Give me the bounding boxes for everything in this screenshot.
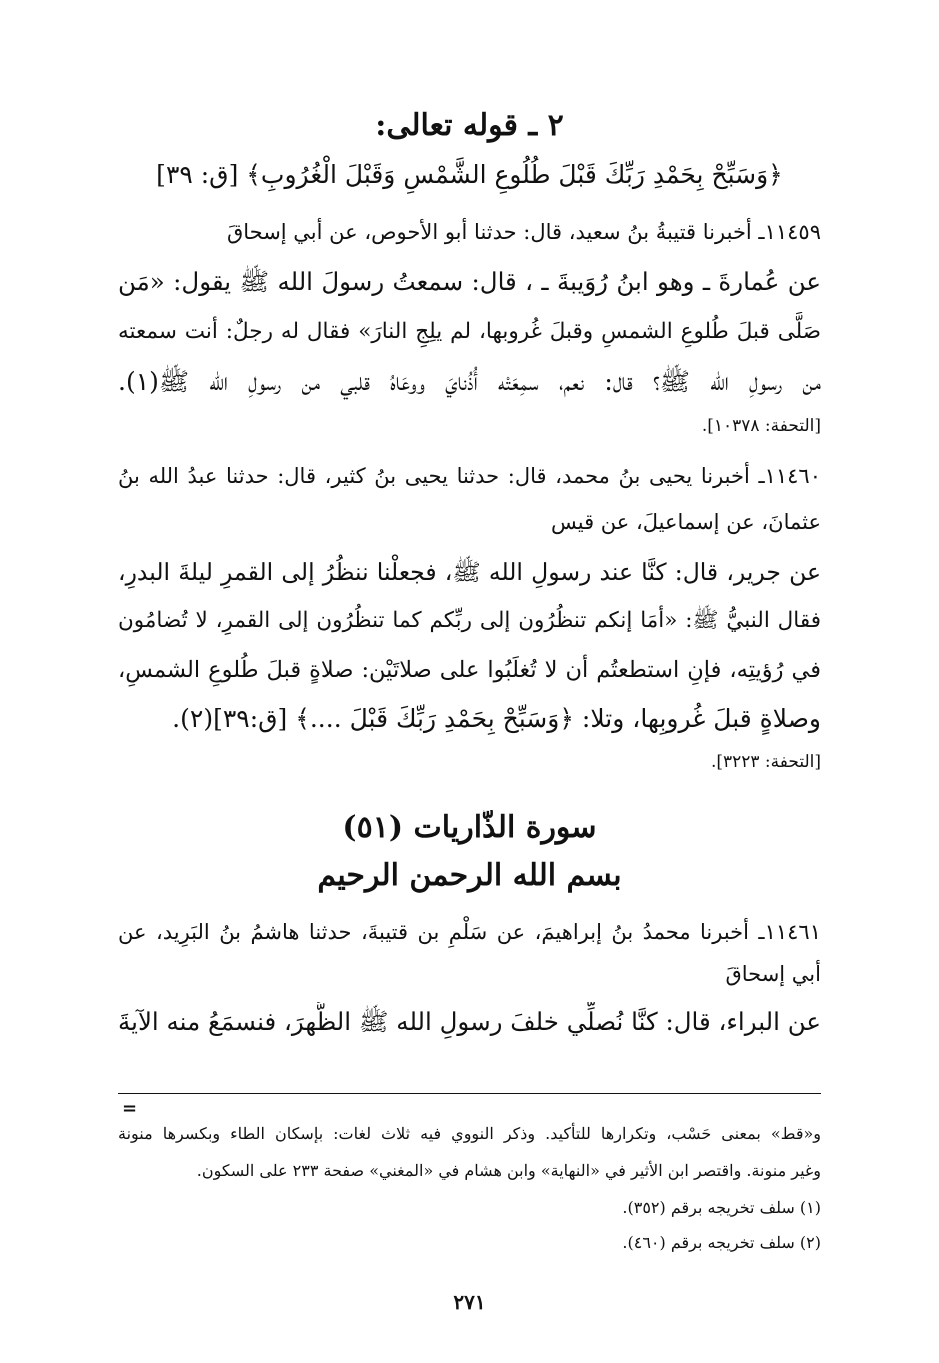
hadith-text-line: وصلاةٍ قبلَ غُروبِها، وتلا: ﴿وَسَبِّحْ بِحَمْدِ رَبِّكَ قَبْلَ ....﴾ [ق:٣٩](٢). [172,704,821,733]
footnote-line: و«قط» بمعنى حَسْب، وتكرارها للتأكيد. وذكر النووي فيه ثلاث لغات: بإسكان الطاء وبكسرها منونة [118,1124,821,1143]
quran-verse: ﴿وَسَبِّحْ بِحَمْدِ رَبِّكَ قَبْلَ طُلُوعِ الشَّمْسِ وَقَبْلَ الْغُرُوبِ﴾ [ق: ٣٩] [156,160,783,189]
hadith-text-line: عن البراء، قال: كنَّا نُصلِّي خلفَ رسولِ الله ﷺ الظُّهرَ، فنسمَعُ منه الآيةَ [118,1007,821,1036]
hadith-text-line: من رسولِ الله ﷺ؟ قال: نعم، سمِعَتْه أُذُنايَ ووعَاهُ قلبي من رسولِ الله ﷺ(١). [118,367,821,396]
surah-title: سورة الذَّاريات (٥١) [342,810,597,845]
hadith-isnad: ١١٤٦١ـ أخبرنا محمدُ بنُ إبراهيمَ، عن سَلْمِ بن قتيبةَ، حدثنا هاشمُ بنُ البَرِيد، عن [118,920,821,944]
tuhfa-reference: [التحفة: ٣٢٢٣]. [710,752,821,772]
hadith-text-line: فقال النبيُّ ﷺ: «أمَا إنكم تنظُرُون إلى ربِّكم كما تنظُرُون إلى القمرِ، لا تُضامُون [118,608,821,633]
hadith-isnad: أبي إسحاقَ [725,962,821,986]
hadith-text-line: في رُؤيتِه، فإنِ استطعتُم أن لا تُغلَبُوا على صلاتَيْن: صلاةٍ قبلَ طُلوعِ الشمسِ، [118,657,821,683]
page-number: ٢٧١ [453,1290,486,1314]
hadith-text-line: عن عُمارةَ ـ وهو ابنُ رُوَيبةَ ـ ، قال: سمعتُ رسولَ الله ﷺ يقول: «مَن [118,267,821,296]
hadith-text-line: عن جرير، قال: كنَّا عند رسولِ الله ﷺ، فجعلْنا ننظُرُ إلى القمرِ ليلةَ البدرِ، [118,558,821,586]
footnote-divider [118,1093,821,1094]
footnote-continuation-mark: = [122,1098,138,1119]
footnote-line: وغير منونة. واقتصر ابن الأثير في «النهاية» وابن هشام في «المغني» صفحة ٢٣٣ على السكون. [196,1161,821,1180]
footnote-1: (١) سلف تخريجه برقم (٣٥٢). [622,1198,821,1217]
hadith-isnad: ١١٤٦٠ـ أخبرنا يحيى بنُ محمد، قال: حدثنا يحيى بنُ كثير، قال: حدثنا عبدُ الله بنُ [118,464,821,488]
footnote-2: (٢) سلف تخريجه برقم (٤٦٠). [622,1233,821,1252]
tuhfa-reference: [التحفة: ١٠٣٧٨]. [701,416,821,436]
basmala: بسم الله الرحمن الرحيم [317,858,622,893]
section-heading: ٢ ـ قوله تعالى: [375,108,564,143]
hadith-isnad: عثمانَ، عن إسماعيلَ، عن قيس [550,510,821,534]
hadith-isnad: ١١٤٥٩ـ أخبرنا قتيبةُ بنُ سعيد، قال: حدثنا أبو الأحوص، عن أبي إسحاقَ [226,220,821,244]
hadith-text-line: صَلَّى قبلَ طُلوعِ الشمسِ وقبلَ غُروبها، لم يلِجِ النارَ» فقال له رجلٌ: أنت سمعته [118,319,821,344]
